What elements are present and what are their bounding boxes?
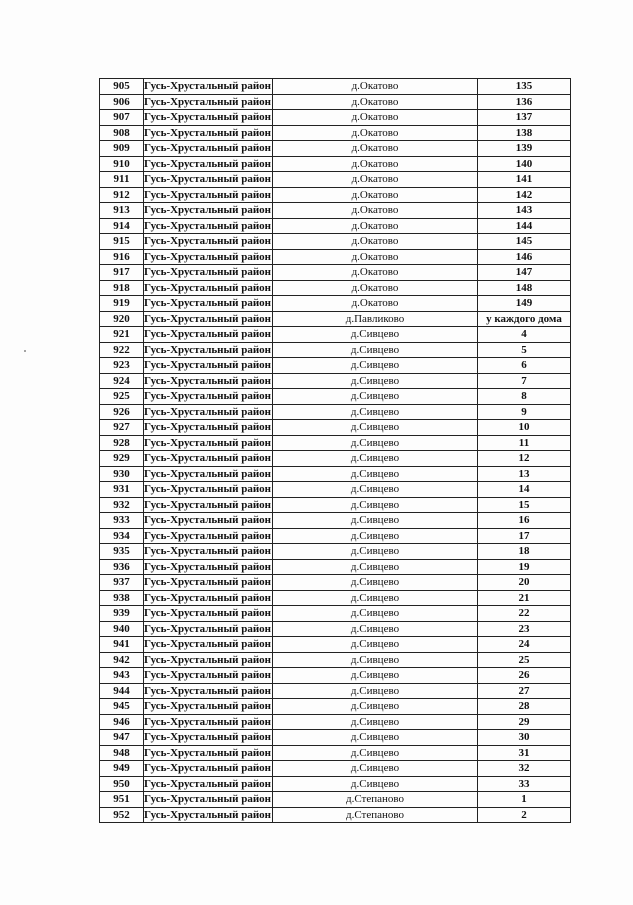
row-number: 921 <box>100 327 144 343</box>
house-number-cell: 19 <box>478 559 571 575</box>
table-row <box>100 699 571 715</box>
district-cell: Гусь-Хрустальный район <box>144 793 271 806</box>
village-cell: д.Окатово <box>273 234 478 250</box>
village-cell: д.Окатово <box>273 203 478 219</box>
village-cell: д.Степаново <box>273 792 478 808</box>
row-number: 929 <box>100 451 144 467</box>
row-number: 940 <box>100 621 144 637</box>
table-row <box>100 218 571 234</box>
table-row <box>100 745 571 761</box>
district-cell: Гусь-Хрустальный район <box>144 405 271 418</box>
district-cell: Гусь-Хрустальный район <box>144 715 271 728</box>
house-number-cell: 145 <box>478 234 571 250</box>
house-number-cell: 32 <box>478 761 571 777</box>
row-number: 943 <box>100 668 144 684</box>
table-row <box>100 482 571 498</box>
table-row <box>100 265 571 281</box>
table-row <box>100 342 571 358</box>
table-row <box>100 559 571 575</box>
row-number: 930 <box>100 466 144 482</box>
row-number: 908 <box>100 125 144 141</box>
house-number-cell: 26 <box>478 668 571 684</box>
house-number-cell: 16 <box>478 513 571 529</box>
district-cell: Гусь-Хрустальный район <box>144 204 271 217</box>
table-row <box>100 575 571 591</box>
district-cell: Гусь-Хрустальный район <box>144 777 271 790</box>
table-row <box>100 466 571 482</box>
table-row <box>100 389 571 405</box>
village-cell: д.Сивцево <box>273 637 478 653</box>
house-number-cell: 149 <box>478 296 571 312</box>
table-row <box>100 621 571 637</box>
district-cell: Гусь-Хрустальный район <box>144 638 271 651</box>
village-cell: д.Окатово <box>273 249 478 265</box>
table-row <box>100 761 571 777</box>
table-row <box>100 311 571 327</box>
row-number: 944 <box>100 683 144 699</box>
district-cell: Гусь-Хрустальный район <box>144 560 271 573</box>
row-number: 916 <box>100 249 144 265</box>
village-cell: д.Сивцево <box>273 373 478 389</box>
village-cell: д.Сивцево <box>273 699 478 715</box>
house-number-cell: 1 <box>478 792 571 808</box>
district-cell: Гусь-Хрустальный район <box>144 452 271 465</box>
house-number-cell: 7 <box>478 373 571 389</box>
table-row <box>100 358 571 374</box>
village-cell: д.Сивцево <box>273 683 478 699</box>
table-row <box>100 776 571 792</box>
village-cell: д.Сивцево <box>273 513 478 529</box>
district-cell: Гусь-Хрустальный район <box>144 498 271 511</box>
district-cell: Гусь-Хрустальный район <box>144 576 271 589</box>
house-number-cell: 20 <box>478 575 571 591</box>
village-cell: д.Окатово <box>273 156 478 172</box>
row-number: 949 <box>100 761 144 777</box>
table-row <box>100 652 571 668</box>
village-cell: д.Сивцево <box>273 497 478 513</box>
district-cell: Гусь-Хрустальный район <box>144 467 271 480</box>
row-number: 920 <box>100 311 144 327</box>
table-row <box>100 730 571 746</box>
table-row <box>100 125 571 141</box>
house-number-cell: 18 <box>478 544 571 560</box>
address-table-body <box>100 79 571 823</box>
table-row <box>100 497 571 513</box>
district-cell: Гусь-Хрустальный район <box>144 312 271 325</box>
house-number-cell: 139 <box>478 141 571 157</box>
house-number-cell: 22 <box>478 606 571 622</box>
table-row <box>100 714 571 730</box>
table-row <box>100 590 571 606</box>
district-cell: Гусь-Хрустальный район <box>144 607 271 620</box>
table-row <box>100 513 571 529</box>
district-cell: Гусь-Хрустальный район <box>144 126 271 139</box>
table-row <box>100 544 571 560</box>
table-row <box>100 327 571 343</box>
row-number: 926 <box>100 404 144 420</box>
house-number-cell: 135 <box>478 79 571 95</box>
row-number: 922 <box>100 342 144 358</box>
house-number-cell: 29 <box>478 714 571 730</box>
village-cell: д.Окатово <box>273 141 478 157</box>
table-row <box>100 404 571 420</box>
house-number-cell: 15 <box>478 497 571 513</box>
row-number: 939 <box>100 606 144 622</box>
village-cell: д.Сивцево <box>273 451 478 467</box>
table-row <box>100 528 571 544</box>
village-cell: д.Окатово <box>273 94 478 110</box>
house-number-cell: 31 <box>478 745 571 761</box>
district-cell: Гусь-Хрустальный район <box>144 80 271 93</box>
row-number: 952 <box>100 807 144 823</box>
village-cell: д.Сивцево <box>273 342 478 358</box>
village-cell: д.Сивцево <box>273 776 478 792</box>
village-cell: д.Сивцево <box>273 652 478 668</box>
district-cell: Гусь-Хрустальный район <box>144 700 271 713</box>
row-number: 951 <box>100 792 144 808</box>
house-number-cell: 138 <box>478 125 571 141</box>
table-row <box>100 435 571 451</box>
district-cell: Гусь-Хрустальный район <box>144 111 271 124</box>
row-number: 928 <box>100 435 144 451</box>
row-number: 931 <box>100 482 144 498</box>
village-cell: д.Окатово <box>273 187 478 203</box>
district-cell: Гусь-Хрустальный район <box>144 545 271 558</box>
row-number: 937 <box>100 575 144 591</box>
row-number: 911 <box>100 172 144 188</box>
village-cell: д.Сивцево <box>273 482 478 498</box>
district-cell: Гусь-Хрустальный район <box>144 266 271 279</box>
village-cell: д.Сивцево <box>273 389 478 405</box>
house-number-cell: 13 <box>478 466 571 482</box>
row-number: 947 <box>100 730 144 746</box>
district-cell: Гусь-Хрустальный район <box>144 653 271 666</box>
table-row <box>100 637 571 653</box>
house-number-cell: 140 <box>478 156 571 172</box>
house-number-cell: 24 <box>478 637 571 653</box>
row-number: 935 <box>100 544 144 560</box>
table-row <box>100 187 571 203</box>
table-row <box>100 249 571 265</box>
district-cell: Гусь-Хрустальный район <box>144 622 271 635</box>
row-number: 912 <box>100 187 144 203</box>
row-number: 942 <box>100 652 144 668</box>
village-cell: д.Сивцево <box>273 590 478 606</box>
district-cell: Гусь-Хрустальный район <box>144 390 271 403</box>
village-cell: д.Окатово <box>273 172 478 188</box>
district-cell: Гусь-Хрустальный район <box>144 250 271 263</box>
village-cell: д.Окатово <box>273 280 478 296</box>
row-number: 925 <box>100 389 144 405</box>
village-cell: д.Сивцево <box>273 404 478 420</box>
row-number: 927 <box>100 420 144 436</box>
row-number: 914 <box>100 218 144 234</box>
village-cell: д.Павликово <box>273 311 478 327</box>
house-number-cell: 148 <box>478 280 571 296</box>
table-row <box>100 141 571 157</box>
table-row <box>100 668 571 684</box>
house-number-cell: 2 <box>478 807 571 823</box>
district-cell: Гусь-Хрустальный район <box>144 529 271 542</box>
row-number: 915 <box>100 234 144 250</box>
village-cell: д.Сивцево <box>273 761 478 777</box>
row-number: 941 <box>100 637 144 653</box>
district-cell: Гусь-Хрустальный район <box>144 281 271 294</box>
house-number-cell: 21 <box>478 590 571 606</box>
house-number-cell: 23 <box>478 621 571 637</box>
district-cell: Гусь-Хрустальный район <box>144 173 271 186</box>
district-cell: Гусь-Хрустальный район <box>144 483 271 496</box>
row-number: 909 <box>100 141 144 157</box>
table-row <box>100 79 571 95</box>
house-number-cell: 136 <box>478 94 571 110</box>
scan-speck <box>24 350 26 352</box>
table-row <box>100 373 571 389</box>
row-number: 950 <box>100 776 144 792</box>
house-number-cell: 143 <box>478 203 571 219</box>
table-row <box>100 172 571 188</box>
table-row <box>100 203 571 219</box>
house-number-cell: 141 <box>478 172 571 188</box>
table-row <box>100 451 571 467</box>
house-number-cell: 11 <box>478 435 571 451</box>
village-cell: д.Сивцево <box>273 606 478 622</box>
table-row <box>100 156 571 172</box>
row-number: 907 <box>100 110 144 126</box>
village-cell: д.Сивцево <box>273 621 478 637</box>
table-row <box>100 420 571 436</box>
village-cell: д.Сивцево <box>273 575 478 591</box>
district-cell: Гусь-Хрустальный район <box>144 591 271 604</box>
district-cell: Гусь-Хрустальный район <box>144 669 271 682</box>
table-row <box>100 110 571 126</box>
row-number: 906 <box>100 94 144 110</box>
house-number-cell: 28 <box>478 699 571 715</box>
district-cell: Гусь-Хрустальный район <box>144 235 271 248</box>
district-cell: Гусь-Хрустальный район <box>144 157 271 170</box>
district-cell: Гусь-Хрустальный район <box>144 188 271 201</box>
row-number: 948 <box>100 745 144 761</box>
district-cell: Гусь-Хрустальный район <box>144 359 271 372</box>
village-cell: д.Сивцево <box>273 559 478 575</box>
house-number-cell: 4 <box>478 327 571 343</box>
village-cell: д.Сивцево <box>273 745 478 761</box>
district-cell: Гусь-Хрустальный район <box>144 762 271 775</box>
address-table <box>99 78 571 823</box>
house-number-cell: 9 <box>478 404 571 420</box>
table-row <box>100 792 571 808</box>
district-cell: Гусь-Хрустальный район <box>144 219 271 232</box>
table-row <box>100 683 571 699</box>
row-number: 910 <box>100 156 144 172</box>
village-cell: д.Сивцево <box>273 714 478 730</box>
table-row <box>100 606 571 622</box>
village-cell: д.Сивцево <box>273 528 478 544</box>
village-cell: д.Степаново <box>273 807 478 823</box>
row-number: 923 <box>100 358 144 374</box>
district-cell: Гусь-Хрустальный район <box>144 808 271 821</box>
village-cell: д.Сивцево <box>273 730 478 746</box>
table-row <box>100 94 571 110</box>
house-number-cell: 14 <box>478 482 571 498</box>
house-number-cell: 25 <box>478 652 571 668</box>
house-number-cell: 12 <box>478 451 571 467</box>
house-number-cell: 6 <box>478 358 571 374</box>
district-cell: Гусь-Хрустальный район <box>144 297 271 310</box>
district-cell: Гусь-Хрустальный район <box>144 514 271 527</box>
house-number-cell: 142 <box>478 187 571 203</box>
district-cell: Гусь-Хрустальный район <box>144 374 271 387</box>
row-number: 933 <box>100 513 144 529</box>
house-number-cell: 144 <box>478 218 571 234</box>
row-number: 938 <box>100 590 144 606</box>
table-row <box>100 296 571 312</box>
house-number-cell: 27 <box>478 683 571 699</box>
village-cell: д.Окатово <box>273 265 478 281</box>
row-number: 913 <box>100 203 144 219</box>
district-cell: Гусь-Хрустальный район <box>144 142 271 155</box>
table-row <box>100 234 571 250</box>
village-cell: д.Сивцево <box>273 544 478 560</box>
house-number-cell: 5 <box>478 342 571 358</box>
row-number: 918 <box>100 280 144 296</box>
row-number: 934 <box>100 528 144 544</box>
row-number: 924 <box>100 373 144 389</box>
house-number-cell: 146 <box>478 249 571 265</box>
table-row <box>100 280 571 296</box>
row-number: 946 <box>100 714 144 730</box>
village-cell: д.Окатово <box>273 218 478 234</box>
village-cell: д.Сивцево <box>273 435 478 451</box>
village-cell: д.Окатово <box>273 110 478 126</box>
row-number: 919 <box>100 296 144 312</box>
row-number: 917 <box>100 265 144 281</box>
house-number-cell: у каждого дома <box>478 311 571 327</box>
district-cell: Гусь-Хрустальный район <box>144 343 271 356</box>
district-cell: Гусь-Хрустальный район <box>144 731 271 744</box>
house-number-cell: 33 <box>478 776 571 792</box>
row-number: 936 <box>100 559 144 575</box>
village-cell: д.Сивцево <box>273 466 478 482</box>
house-number-cell: 147 <box>478 265 571 281</box>
village-cell: д.Сивцево <box>273 668 478 684</box>
district-cell: Гусь-Хрустальный район <box>144 328 271 341</box>
district-cell: Гусь-Хрустальный район <box>144 436 271 449</box>
table-row <box>100 807 571 823</box>
house-number-cell: 8 <box>478 389 571 405</box>
village-cell: д.Сивцево <box>273 358 478 374</box>
house-number-cell: 10 <box>478 420 571 436</box>
district-cell: Гусь-Хрустальный район <box>144 746 271 759</box>
village-cell: д.Окатово <box>273 296 478 312</box>
row-number: 932 <box>100 497 144 513</box>
row-number: 905 <box>100 79 144 95</box>
row-number: 945 <box>100 699 144 715</box>
district-cell: Гусь-Хрустальный район <box>144 421 271 434</box>
house-number-cell: 137 <box>478 110 571 126</box>
house-number-cell: 30 <box>478 730 571 746</box>
house-number-cell: 17 <box>478 528 571 544</box>
village-cell: д.Окатово <box>273 125 478 141</box>
village-cell: д.Окатово <box>273 79 478 95</box>
district-cell: Гусь-Хрустальный район <box>144 684 271 697</box>
village-cell: д.Сивцево <box>273 420 478 436</box>
village-cell: д.Сивцево <box>273 327 478 343</box>
district-cell: Гусь-Хрустальный район <box>144 95 271 108</box>
